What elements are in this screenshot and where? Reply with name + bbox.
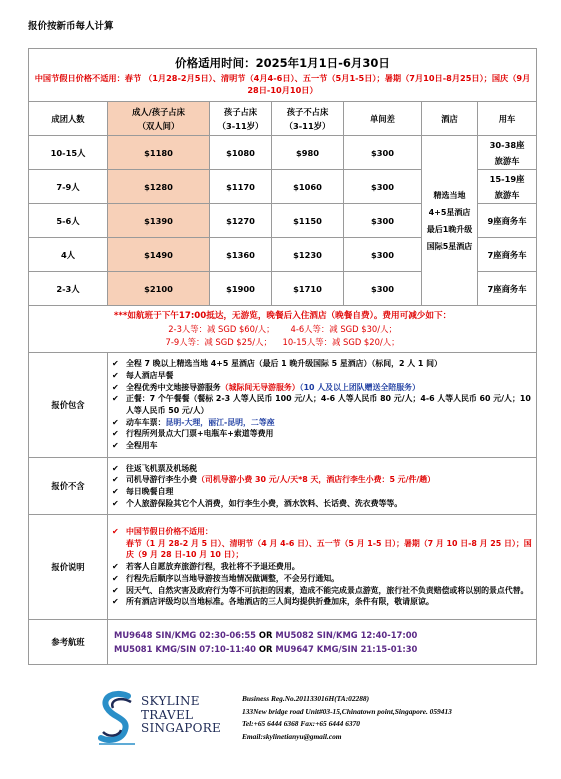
holiday-notice: 中国节假日价格不适用：春节 （1月28-2月5日）、清明节（4月4-6日）、五一节（5月1-5日）；暑期（7月10日-8月25日）；国庆（9月28日-10月10日） [34, 72, 531, 95]
notes-list [108, 524, 536, 610]
flights-cell [108, 620, 537, 665]
list-item: ✔ 行程所列景点大门票+电瓶车+索道等费用 [112, 428, 532, 440]
excludes-row [29, 458, 537, 515]
company-footer [95, 688, 515, 758]
doc-title: 报价按新币每人计算 [28, 21, 114, 32]
adult-price: $1280 [108, 170, 210, 204]
notes-cell [108, 515, 537, 620]
list-item: ✔ 司机导游行李生小费（司机导游小费 30 元/人/天*8 天，酒店行李生小费：5 元/件/趟） [112, 474, 532, 486]
adult-price: $2100 [108, 272, 210, 306]
list-item: ✔ 往返飞机票及机场税 [112, 463, 532, 475]
business-reg: Business Reg.No.201133016H(TA:02288) [242, 694, 370, 703]
single-supplement: $300 [344, 238, 422, 272]
flights-row [29, 620, 537, 665]
excludes-list [108, 461, 536, 512]
group-size: 4人 [29, 238, 108, 272]
list-item: ✔ 行程先后顺序以当地导游按当地情况做调整，不会另行通知。 [112, 573, 532, 585]
child-bed-price: $1270 [210, 204, 272, 238]
single-supplement: $300 [344, 170, 422, 204]
notes-label: 报价说明 [29, 515, 108, 620]
includes-list [108, 356, 536, 454]
child-nobed-price: $1060 [272, 170, 344, 204]
includes-cell [108, 353, 537, 458]
list-item: ✔ 全程优秀中文地接导游服务（城际间无导游服务）（10 人及以上团队赠送全陪服务） [112, 382, 532, 394]
list-item: ✔ 每日晚餐自理 [112, 486, 532, 498]
single-supplement: $300 [344, 272, 422, 306]
child-nobed-price: $980 [272, 136, 344, 170]
vehicle: 9座商务车 [478, 204, 537, 238]
col-child-bed: 孩子占床 （3-11岁） [210, 102, 272, 136]
hotel-cell: 精选当地 4+5星酒店 最后1晚升级 国际5星酒店 [422, 136, 478, 306]
child-nobed-price: $1150 [272, 204, 344, 238]
list-item: ✔ 全程 7 晚以上精选当地 4+5 星酒店（最后 1 晚升级国际 5 星酒店）（标间，2 人 1 间） [112, 358, 532, 370]
list-item: ✔ 因天气、自然灾害及政府行为等不可抗拒的因素，造成不能完成景点游览，旅行社不负责赔偿或将以别的景点代替。 [112, 585, 532, 597]
child-nobed-price: $1230 [272, 238, 344, 272]
vehicle: 7座商务车 [478, 238, 537, 272]
adult-price: $1490 [108, 238, 210, 272]
list-item: ✔ 中国节假日价格不适用： 春节（1 月 28-2 月 5 日）、清明节（4 月 4-6 日）、五一节（5 月 1-5 日）；暑期（7 月 10 日-8 月 25 日）；国庆（9 月 28 日-10 月 10 日）； [112, 526, 532, 561]
child-bed-price: $1080 [210, 136, 272, 170]
group-size: 7-9人 [29, 170, 108, 204]
single-supplement: $300 [344, 204, 422, 238]
col-hotel: 酒店 [422, 102, 478, 136]
discount-line-3: 7-9人等：减 SGD $25/人； 10-15人等：减 SGD $20/人； [165, 336, 400, 347]
col-vehicle: 用车 [478, 102, 537, 136]
excludes-cell [108, 458, 537, 515]
flights-label: 参考航班 [29, 620, 108, 665]
validity-title: 价格适用时间：2025年1月1日-6月30日 [175, 55, 390, 70]
discount-row [29, 306, 537, 353]
adult-price: $1390 [108, 204, 210, 238]
child-bed-price: $1360 [210, 238, 272, 272]
discount-cell [29, 306, 537, 353]
group-size: 2-3人 [29, 272, 108, 306]
includes-row [29, 353, 537, 458]
discount-line-2: 2-3人等：减 SGD $60/人； 4-6人等：减 SGD $30/人； [168, 323, 397, 334]
group-size: 5-6人 [29, 204, 108, 238]
includes-label: 报价包含 [29, 353, 108, 458]
list-item: ✔ 个人旅游保险其它个人消费，如行李生小费，酒水饮料、长话费、洗衣费等等。 [112, 498, 532, 510]
discount-line-1: ***如航班于下午17:00抵达，无游览，晚餐后入住酒店（晚餐自费）。费用可减少如下： [113, 310, 452, 321]
vehicle: 15-19座 旅游车 [478, 170, 537, 204]
list-item: ✔ 动车车票：昆明-大理，丽江-昆明，二等座 [112, 417, 532, 429]
list-item: ✔ 全程用车 [112, 440, 532, 452]
child-bed-price: $1170 [210, 170, 272, 204]
excludes-label: 报价不含 [29, 458, 108, 515]
list-item: ✔ 若客人自愿放弃旅游行程，我社将不予退还费用。 [112, 561, 532, 573]
flight-line-2: MU5081 KMG/SIN 07:10-11:40 OR MU9647 KMG/SIN 21:15-01:30 [114, 644, 418, 654]
phone-fax: Tel:+65 6444 6368 Fax:+65 6444 6370 [242, 719, 360, 729]
child-nobed-price: $1710 [272, 272, 344, 306]
child-bed-price: $1900 [210, 272, 272, 306]
notes-row [29, 515, 537, 620]
address: 133New bridge road Unit#03-15,Chinatown point,Singapore. 059413 [242, 706, 452, 716]
vehicle: 7座商务车 [478, 272, 537, 306]
vehicle: 30-38座 旅游车 [478, 136, 537, 170]
single-supplement: $300 [344, 136, 422, 170]
list-item: ✔ 所有酒店评级均以当地标准。各地酒店的三人间均提供折叠加床，条件有限，敬请原谅。 [112, 596, 532, 608]
group-size: 10-15人 [29, 136, 108, 170]
col-group: 成团人数 [29, 102, 108, 136]
quote-table [28, 48, 537, 665]
list-item: ✔ 正餐：7 个午餐餐（餐标 2-3 人等人民币 100 元/人；4-6 人等人民币 80 元/人；4-6 人等人民币 60 元/人；10 人等人民币 50 元/人） [112, 393, 532, 416]
adult-price: $1180 [108, 136, 210, 170]
header-cell [29, 49, 537, 102]
logo-wordmark: SKYLINE TRAVEL SINGAPORE [141, 694, 222, 735]
col-single: 单间差 [344, 102, 422, 136]
company-contact [242, 693, 452, 743]
column-header-row [29, 102, 537, 136]
col-adult: 成人/孩子占床 （双人间） [108, 102, 210, 136]
list-item: ✔ 每人酒店早餐 [112, 370, 532, 382]
col-child-nobed: 孩子不占床 （3-11岁） [272, 102, 344, 136]
flight-line-1: MU9648 SIN/KMG 02:30-06:55 OR MU5082 SIN/KMG 12:40-17:00 [114, 630, 418, 640]
skyline-logo-icon [95, 688, 139, 748]
price-row [29, 136, 537, 170]
email[interactable]: Email:skylinetianyu@gmail.com [242, 731, 342, 741]
